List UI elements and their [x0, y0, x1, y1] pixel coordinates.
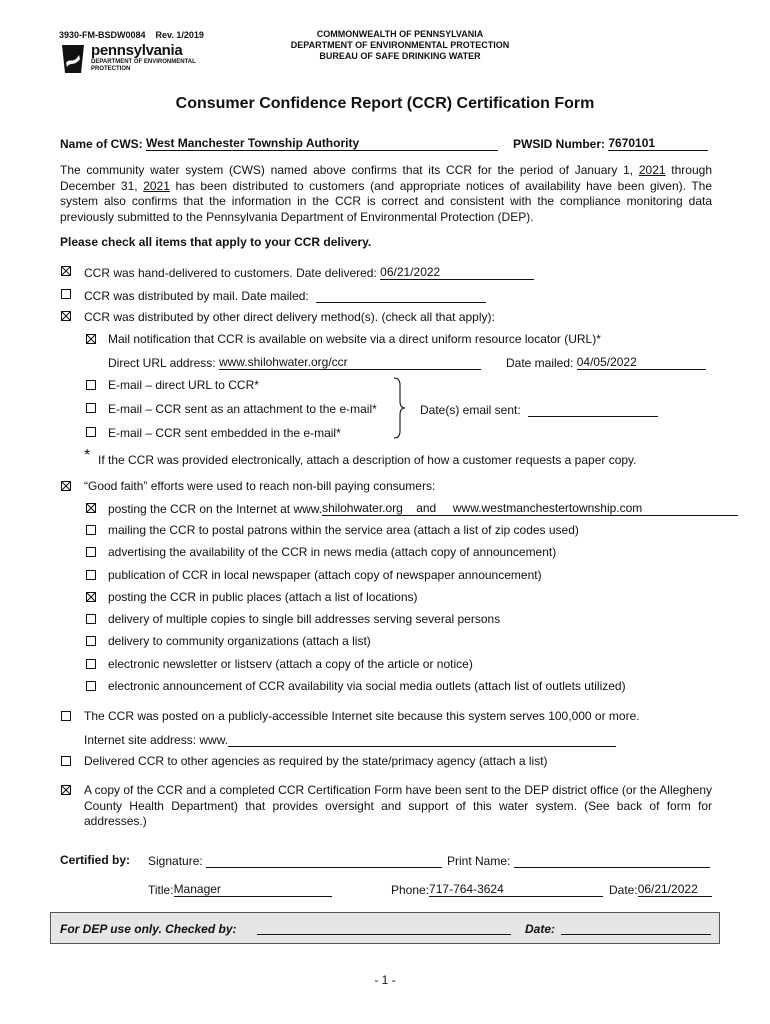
internet-address-field[interactable] — [228, 732, 616, 747]
good-faith-item: advertising the availability of the CCR in news media (attach copy of announcement) — [108, 545, 557, 559]
email-attachment-label: E-mail – CCR sent as an attachment to the e-mail* — [108, 402, 377, 416]
asterisk: * — [84, 447, 91, 464]
good-faith-checkbox-8[interactable] — [86, 681, 96, 691]
internet-address-row: Internet site address: www. — [84, 732, 616, 747]
good-faith-item: electronic newsletter or listserv (attach a copy of the article or notice) — [108, 657, 473, 671]
cws-name-field[interactable]: West Manchester Township Authority — [146, 136, 498, 151]
mailed-checkbox[interactable] — [61, 289, 71, 299]
url-date-mailed-row: Date mailed: 04/05/2022 — [506, 355, 706, 370]
posted-internet-checkbox[interactable] — [61, 711, 71, 721]
good-faith-item: posting the CCR in public places (attach a list of locations) — [108, 590, 418, 604]
period-start-year[interactable]: 2021 — [638, 163, 666, 177]
good-faith-checkbox-4[interactable] — [86, 592, 96, 602]
internet-posting-row: posting the CCR on the Internet at www.shilohwater.org and www.westmanchestertownship.com — [108, 501, 738, 516]
good-faith-item: delivery to community organizations (attach a list) — [108, 634, 371, 648]
other-delivery-checkbox[interactable] — [61, 311, 71, 321]
mail-notification-checkbox[interactable] — [86, 334, 96, 344]
hand-delivered-checkbox[interactable] — [61, 266, 71, 276]
certified-by-label: Certified by: — [60, 853, 131, 867]
direct-url-row: Direct URL address: www.shilohwater.org/ccr — [108, 355, 481, 370]
logo-word: pennsylvania — [91, 42, 183, 59]
email-direct-url-label: E-mail – direct URL to CCR* — [108, 378, 259, 392]
good-faith-item: electronic announcement of CCR availability via social media outlets (attach list of outlets utilized) — [108, 679, 626, 693]
internet-posting-field[interactable]: shilohwater.org and www.westmanchestertownship.com — [322, 501, 738, 516]
dep-use-box — [50, 912, 720, 944]
hand-delivered-row: CCR was hand-delivered to customers. Date delivered: 06/21/2022 — [84, 265, 534, 280]
electronic-note: If the CCR was provided electronically, attach a description of how a customer requests a paper copy. — [98, 453, 637, 467]
email-embedded-label: E-mail – CCR sent embedded in the e-mail* — [108, 426, 341, 440]
good-faith-checkbox-6[interactable] — [86, 636, 96, 646]
direct-url-field[interactable]: www.shilohwater.org/ccr — [219, 355, 481, 370]
other-agencies-checkbox[interactable] — [61, 756, 71, 766]
good-faith-item: delivery of multiple copies to single bill addresses serving several persons — [108, 612, 501, 626]
print-name-field[interactable] — [514, 853, 710, 868]
page-number: - 1 - — [374, 973, 396, 987]
mailed-row: CCR was distributed by mail. Date mailed: — [84, 288, 486, 303]
good-faith-item: mailing the CCR to postal patrons within the service area (attach a list of zip codes used) — [108, 523, 579, 537]
title-row: Title:Manager — [148, 882, 332, 897]
date-delivered-field[interactable]: 06/21/2022 — [380, 265, 534, 280]
dep-date-label: Date: — [525, 922, 556, 936]
cert-date-row: Date:06/21/2022 — [609, 882, 712, 897]
email-embedded-checkbox[interactable] — [86, 427, 96, 437]
right-brace-icon — [392, 377, 416, 439]
date-mailed-field[interactable] — [316, 288, 486, 303]
good-faith-checkbox-3[interactable] — [86, 570, 96, 580]
good-faith-checkbox-1[interactable] — [86, 525, 96, 535]
url-date-mailed-field[interactable]: 04/05/2022 — [577, 355, 706, 370]
cert-date-field[interactable]: 06/21/2022 — [638, 882, 712, 897]
email-attachment-checkbox[interactable] — [86, 403, 96, 413]
email-dates-field[interactable] — [528, 402, 658, 417]
good-faith-label: “Good faith” efforts were used to reach non-bill paying consumers: — [84, 479, 436, 493]
logo-subtitle: DEPARTMENT OF ENVIRONMENTAL PROTECTION — [91, 59, 196, 72]
pa-dep-logo — [59, 42, 209, 76]
good-faith-checkbox-7[interactable] — [86, 659, 96, 669]
dep-date-field[interactable] — [561, 920, 711, 935]
agency-header: COMMONWEALTH OF PENNSYLVANIA DEPARTMENT OF ENVIRONMENTAL PROTECTION BUREAU OF SAFE DRINKING WATER — [290, 29, 510, 61]
posted-internet-label: The CCR was posted on a publicly-accessible Internet site because this system serves 100,000 or more. — [84, 709, 640, 723]
mail-notification-label: Mail notification that CCR is available on website via a direct uniform resource locator (URL)* — [108, 332, 601, 346]
good-faith-checkbox[interactable] — [61, 481, 71, 491]
phone-row: Phone:717-764-3624 — [391, 882, 603, 897]
signature-row: Signature: — [148, 853, 442, 868]
phone-field[interactable]: 717-764-3624 — [429, 882, 603, 897]
dep-checked-by-label: For DEP use only. Checked by: — [60, 922, 237, 936]
period-end-year[interactable]: 2021 — [143, 178, 170, 193]
pwsid-field[interactable]: 7670101 — [608, 136, 708, 151]
keystone-icon — [59, 43, 87, 75]
email-direct-url-checkbox[interactable] — [86, 380, 96, 390]
internet-posting-checkbox[interactable] — [86, 503, 96, 513]
page-title: Consumer Confidence Report (CCR) Certification Form — [175, 95, 595, 112]
dep-checked-by-field[interactable] — [257, 920, 511, 935]
email-dates-row: Date(s) email sent: — [420, 402, 658, 417]
pwsid-row: PWSID Number: 7670101 — [513, 136, 708, 151]
good-faith-checkbox-5[interactable] — [86, 614, 96, 624]
other-agencies-label: Delivered CCR to other agencies as required by the state/primacy agency (attach a list) — [84, 754, 548, 768]
intro-paragraph: The community water system (CWS) named above confirms that its CCR for the period of January 1, 2021 through December 31, 2021 has been distributed to customers (and appropriate notices of availability have been given). The system also confirms that the information in the CCR is correct and consistent with the compliance monitoring data previously submitted to the Pennsylvania Department of Environmental Protection (DEP). — [60, 163, 713, 224]
print-name-row: Print Name: — [447, 853, 710, 868]
cws-name-row: Name of CWS: West Manchester Township Authority — [60, 136, 498, 151]
good-faith-checkbox-2[interactable] — [86, 547, 96, 557]
copy-sent-label: A copy of the CCR and a completed CCR Certification Form have been sent to the DEP district office (or the Allegheny County Health Department) that provides oversight and support of this water system. (See back of form for addresses.) — [84, 783, 712, 828]
revision: Rev. 1/2019 — [155, 30, 204, 40]
form-id: 3930-FM-BSDW0084 Rev. 1/2019 — [59, 30, 204, 40]
instructions: Please check all items that apply to your CCR delivery. — [60, 235, 372, 249]
other-delivery-label: CCR was distributed by other direct delivery method(s). (check all that apply): — [84, 310, 495, 324]
signature-field[interactable] — [206, 853, 442, 868]
good-faith-item: publication of CCR in local newspaper (attach copy of newspaper announcement) — [108, 568, 542, 582]
copy-sent-checkbox[interactable] — [61, 785, 71, 795]
title-field[interactable]: Manager — [174, 882, 332, 897]
